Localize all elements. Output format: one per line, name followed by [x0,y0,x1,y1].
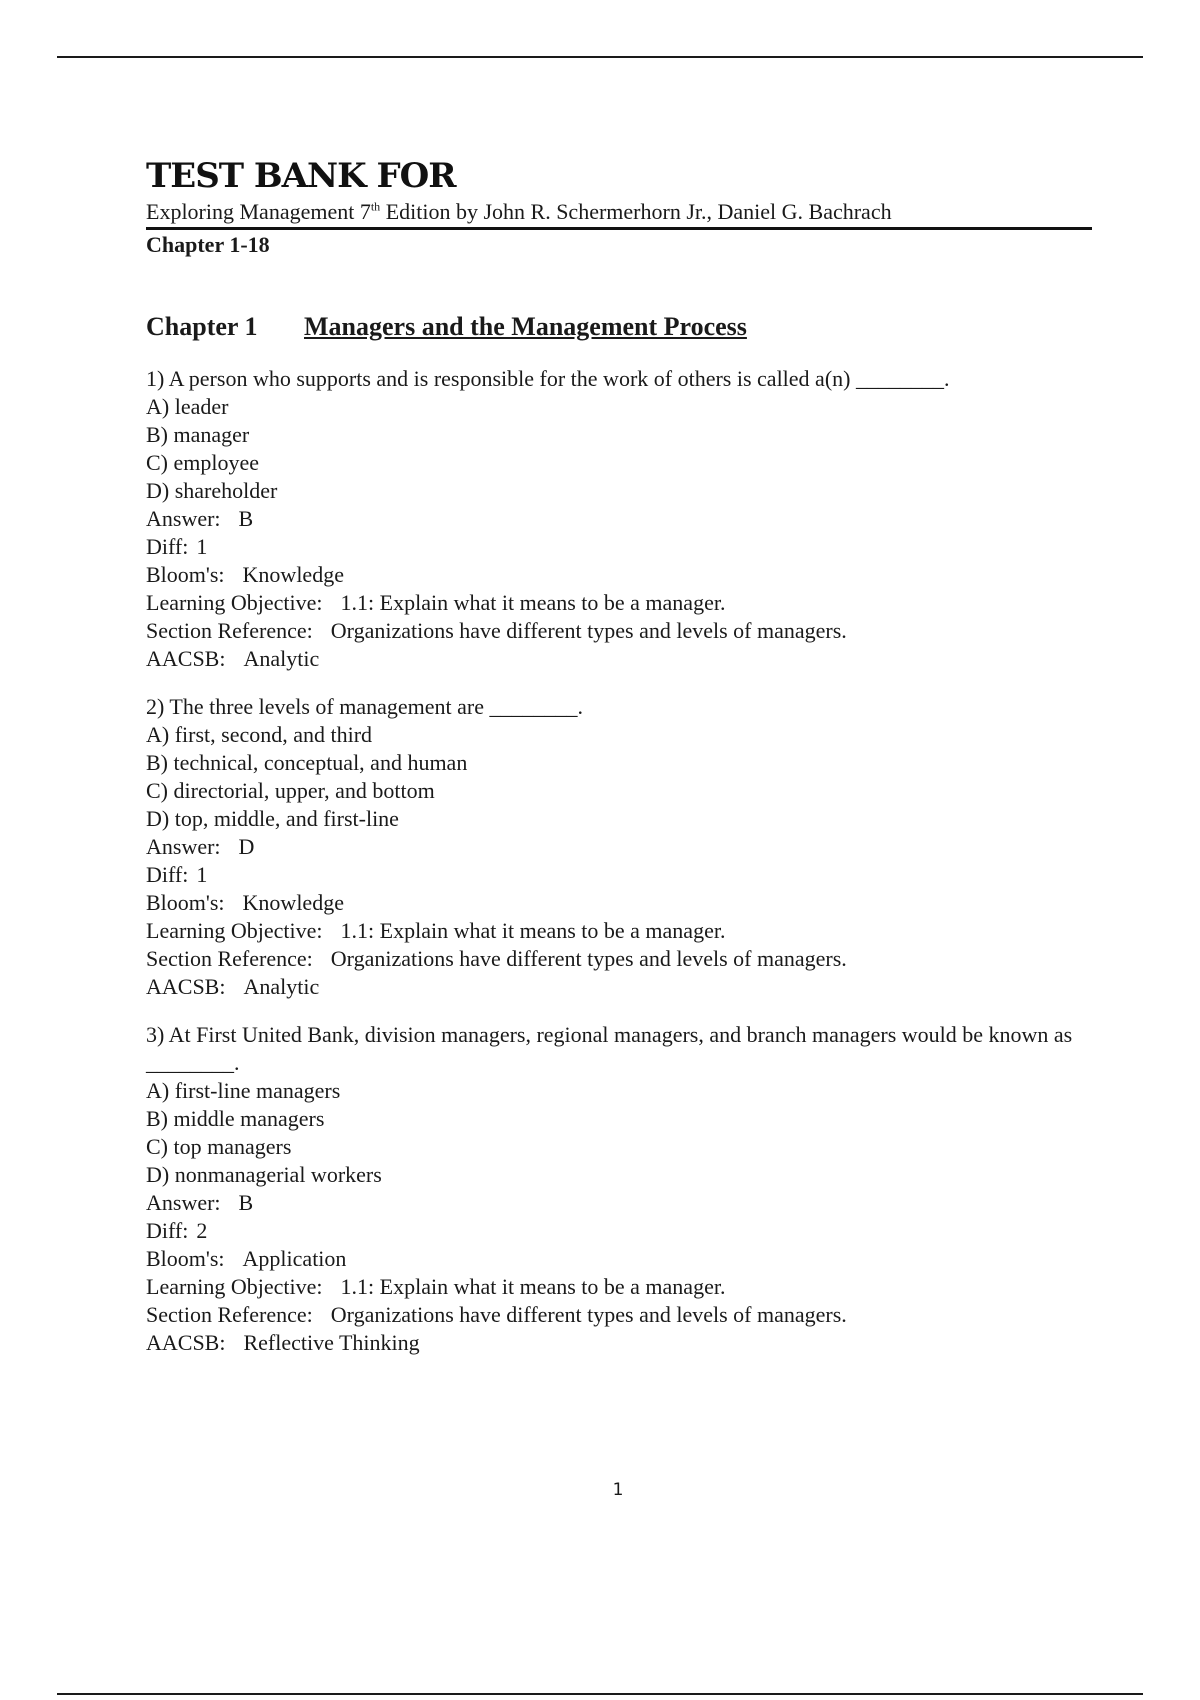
section-value: Organizations have different types and levels of managers. [330,1302,847,1327]
difficulty-label: Diff: [146,534,189,559]
difficulty-value: 2 [196,1218,208,1243]
aacsb-line [146,1329,1092,1357]
answer-label: Answer: [146,834,221,859]
bloom-line [146,561,1092,589]
answer-line [146,505,1092,533]
section-line [146,945,1092,973]
difficulty-line [146,1217,1092,1245]
section-label: Section Reference: [146,1302,313,1327]
chapter-heading [146,311,1092,343]
aacsb-line [146,645,1092,673]
answer-option: A) first-line managers [146,1078,341,1103]
objective-value: 1.1: Explain what it means to be a manager. [340,918,726,943]
question-block [146,693,1092,1001]
answer-option: D) top, middle, and first-line [146,806,399,831]
question-stem: 1) A person who supports and is responsible for the work of others is called a(n) ________. [146,366,950,391]
question-block [146,365,1092,673]
answer-line [146,833,1092,861]
answer-value: D [238,834,255,859]
aacsb-value: Reflective Thinking [243,1330,420,1355]
answer-value: B [238,506,254,531]
answer-value: B [238,1190,254,1215]
bottom-rule [57,1693,1143,1695]
subtitle-text-rest: Edition by John R. Schermerhorn Jr., Daniel G. Bachrach [380,199,892,224]
document-title: TEST BANK FOR [146,156,456,196]
question-stem: 2) The three levels of management are ________. [146,694,583,719]
objective-line [146,917,1092,945]
question-stem: 3) At First United Bank, division managers, regional managers, and branch managers would be known as ________. [146,1022,1073,1075]
answer-option: D) nonmanagerial workers [146,1162,382,1187]
answer-option: A) leader [146,394,229,419]
bloom-label: Bloom's: [146,890,225,915]
section-value: Organizations have different types and levels of managers. [330,618,847,643]
objective-value: 1.1: Explain what it means to be a manager. [340,590,726,615]
subtitle-text: Exploring Management 7 [146,199,371,224]
bloom-line [146,1245,1092,1273]
answer-option: A) first, second, and third [146,722,373,747]
bloom-line [146,889,1092,917]
page-content [146,156,1092,1357]
bloom-value: Knowledge [242,562,344,587]
bloom-value: Knowledge [242,890,344,915]
answer-line [146,1189,1092,1217]
aacsb-value: Analytic [243,646,320,671]
book-subtitle [146,198,1092,230]
section-line [146,617,1092,645]
answer-label: Answer: [146,1190,221,1215]
answer-option: B) technical, conceptual, and human [146,750,468,775]
section-label: Section Reference: [146,946,313,971]
difficulty-label: Diff: [146,1218,189,1243]
section-value: Organizations have different types and levels of managers. [330,946,847,971]
difficulty-line [146,861,1092,889]
chapter-number: Chapter 1 [146,312,258,341]
answer-option: B) middle managers [146,1106,325,1131]
chapter-range: Chapter 1-18 [146,232,270,257]
aacsb-label: AACSB: [146,974,226,999]
difficulty-label: Diff: [146,862,189,887]
bloom-label: Bloom's: [146,1246,225,1271]
aacsb-label: AACSB: [146,646,226,671]
section-label: Section Reference: [146,618,313,643]
bloom-label: Bloom's: [146,562,225,587]
aacsb-line [146,973,1092,1001]
page-number: 1 [612,1480,624,1500]
aacsb-value: Analytic [243,974,320,999]
answer-option: C) directorial, upper, and bottom [146,778,435,803]
answer-label: Answer: [146,506,221,531]
objective-label: Learning Objective: [146,590,323,615]
objective-value: 1.1: Explain what it means to be a manager. [340,1274,726,1299]
objective-line [146,589,1092,617]
answer-option: D) shareholder [146,478,278,503]
difficulty-value: 1 [196,862,208,887]
question-block [146,1021,1092,1357]
top-rule [57,56,1143,58]
answer-option: C) employee [146,450,260,475]
answer-option: C) top managers [146,1134,292,1159]
objective-label: Learning Objective: [146,1274,323,1299]
bloom-value: Application [242,1246,347,1271]
difficulty-line [146,533,1092,561]
chapter-title: Managers and the Management Process [304,312,747,341]
objective-line [146,1273,1092,1301]
answer-option: B) manager [146,422,250,447]
objective-label: Learning Objective: [146,918,323,943]
subtitle-superscript: th [370,199,381,214]
section-line [146,1301,1092,1329]
difficulty-value: 1 [196,534,208,559]
aacsb-label: AACSB: [146,1330,226,1355]
